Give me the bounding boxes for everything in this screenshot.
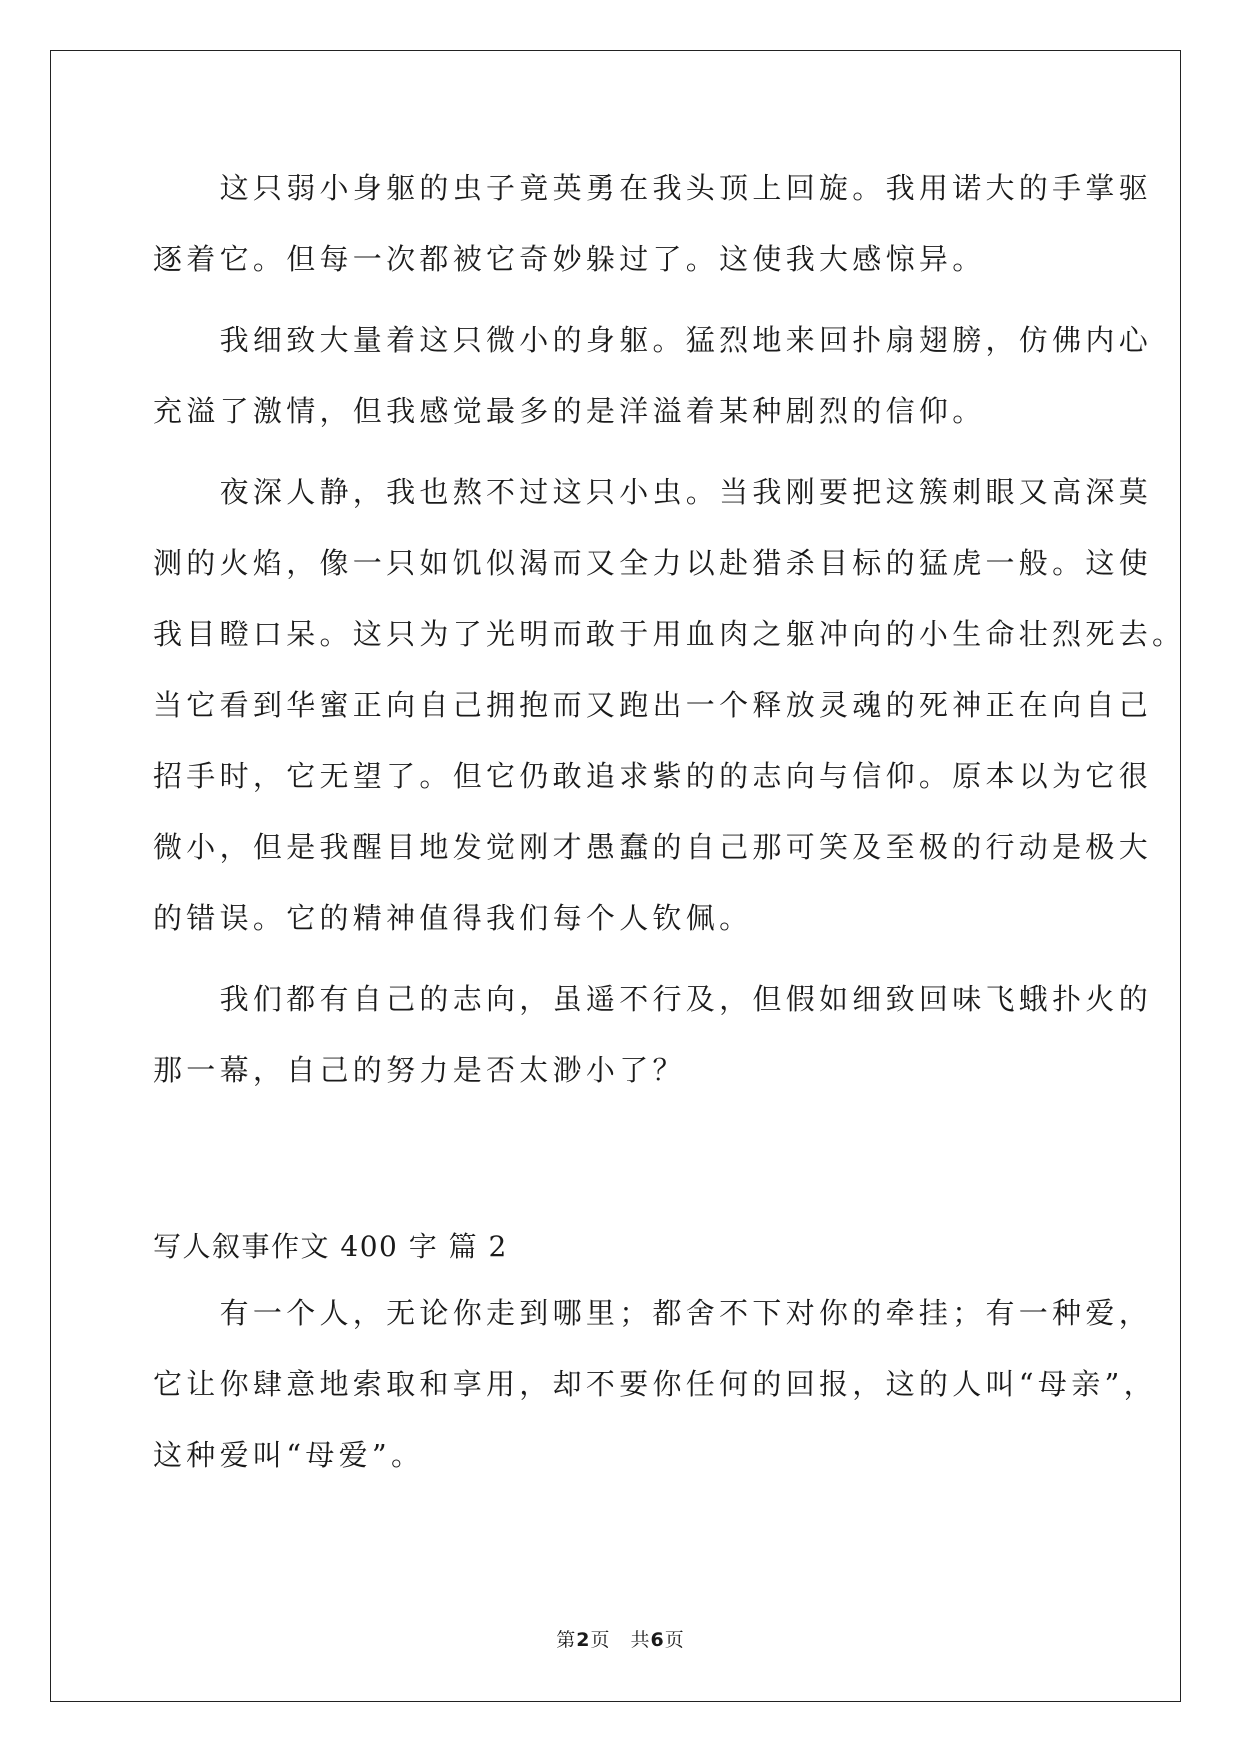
- footer-suffix: 页: [664, 1629, 685, 1651]
- text-line: 的错误。它的精神值得我们每个人钦佩。: [153, 901, 753, 935]
- text-line: 充溢了激情，但我感觉最多的是洋溢着某种剧烈的信仰。: [153, 394, 986, 428]
- text-line: 当它看到华蜜正向自己拥抱而又跑出一个释放灵魂的死神正在向自己: [153, 688, 1153, 722]
- footer-mid: 页 共: [590, 1629, 651, 1651]
- document-body-section-2: [153, 1278, 1157, 1491]
- text-line: 有一个人，无论你走到哪里；都舍不下对你的牵挂；有一种爱，: [153, 1296, 1153, 1330]
- paragraph: [153, 1278, 1157, 1491]
- paragraph: [153, 305, 1153, 447]
- text-line: 招手时，它无望了。但它仍敢追求紫的的志向与信仰。原本以为它很: [153, 759, 1153, 793]
- text-line: 测的火焰，像一只如饥似渴而又全力以赴猎杀目标的猛虎一般。这使: [153, 546, 1153, 580]
- text-line: 微小，但是我醒目地发觉刚才愚蠢的自己那可笑及至极的行动是极大: [153, 830, 1153, 864]
- text-line: 逐着它。但每一次都被它奇妙躲过了。这使我大感惊异。: [153, 242, 986, 276]
- current-page-number: 2: [576, 1629, 591, 1651]
- total-page-count: 6: [650, 1629, 665, 1651]
- text-line: 这只弱小身躯的虫子竟英勇在我头顶上回旋。我用诺大的手掌驱: [153, 171, 1153, 205]
- footer-prefix: 第: [556, 1629, 577, 1651]
- text-line: 我细致大量着这只微小的身躯。猛烈地来回扑扇翅膀，仿佛内心: [153, 323, 1153, 357]
- section-heading: 写人叙事作文 400 字 篇 2: [153, 1230, 508, 1263]
- paragraph: [153, 457, 1186, 954]
- text-line: 那一幕，自己的努力是否太渺小了？: [153, 1053, 686, 1087]
- document-body-section-1: [153, 153, 1186, 1106]
- text-line: 这种爱叫“母爱”。: [153, 1438, 425, 1472]
- text-line: 我们都有自己的志向，虽遥不行及，但假如细致回味飞蛾扑火的: [153, 982, 1153, 1016]
- text-line: 它让你肆意地索取和享用，却不要你任何的回报，这的人叫“母亲”，: [153, 1367, 1157, 1401]
- paragraph: [153, 153, 1153, 295]
- text-line: 夜深人静，我也熬不过这只小虫。当我刚要把这簇刺眼又高深莫: [153, 475, 1153, 509]
- paragraph: [153, 964, 1153, 1106]
- text-line: 我目瞪口呆。这只为了光明而敢于用血肉之躯冲向的小生命壮烈死去。: [153, 617, 1186, 651]
- page-number-footer: [0, 1627, 1241, 1653]
